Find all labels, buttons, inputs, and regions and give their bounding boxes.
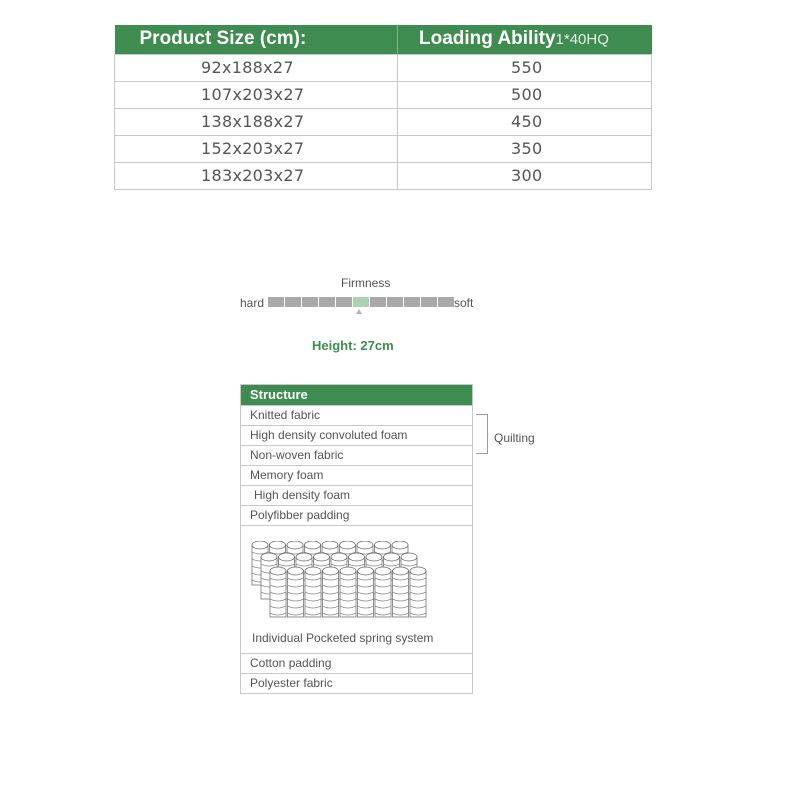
quilting-label: Quilting: [494, 431, 535, 445]
size-cell: 92x188x27: [115, 54, 398, 81]
header-loading-ability: [398, 25, 652, 54]
table-row: [115, 162, 652, 189]
firmness-segment: [387, 297, 403, 307]
spring-coil-icon: [270, 567, 286, 617]
spring-coil-icon: [375, 567, 391, 617]
table-row: [115, 108, 652, 135]
table-row: [115, 135, 652, 162]
quilting-bracket: [476, 414, 488, 454]
spring-coil-icon: [288, 567, 304, 617]
structure-layer: Cotton padding: [241, 653, 472, 673]
spring-caption: Individual Pocketed spring system: [252, 631, 434, 645]
firmness-scale: [268, 297, 454, 307]
structure-layer: Non-woven fabric: [241, 445, 472, 465]
size-cell: 138x188x27: [115, 108, 398, 135]
spring-coil-icon: [410, 567, 426, 617]
structure-layer: Polyester fabric: [241, 673, 472, 693]
structure-table: [240, 384, 473, 694]
size-cell: 107x203x27: [115, 81, 398, 108]
structure-layer: Memory foam: [241, 465, 472, 485]
size-cell: 152x203x27: [115, 135, 398, 162]
structure-layer: Knitted fabric: [241, 405, 472, 425]
firmness-hard-label: hard: [240, 296, 265, 310]
spring-coil-icon: [393, 567, 409, 617]
firmness-segment: [302, 297, 318, 307]
firmness-segment: [319, 297, 335, 307]
firmness-segment: [268, 297, 284, 307]
firmness-title: Firmness: [341, 276, 391, 290]
structure-title: Structure: [241, 385, 472, 405]
firmness-segment: [370, 297, 386, 307]
firmness-marker-icon: [356, 309, 362, 314]
spring-coil-icon: [323, 567, 339, 617]
spring-system: [241, 525, 472, 653]
firmness-segment: [353, 297, 369, 307]
firmness-segment: [404, 297, 420, 307]
structure-layer: High density convoluted foam: [241, 425, 472, 445]
spring-coil-icon: [358, 567, 374, 617]
header-product-size: Product Size (cm):: [115, 25, 398, 54]
firmness-segment: [438, 297, 454, 307]
loading-cell: 300: [398, 162, 652, 189]
firmness-soft-label: soft: [454, 296, 474, 310]
height-label: Height: 27cm: [312, 338, 394, 353]
spring-coil-icon: [305, 567, 321, 617]
spring-coil-icon: [340, 567, 356, 617]
structure-layer: Polyfibber padding: [241, 505, 472, 525]
header-loading-suffix: 1*40HQ: [555, 31, 609, 49]
header-loading-label: Loading Ability: [419, 28, 556, 50]
size-cell: 183x203x27: [115, 162, 398, 189]
table-header-row: [115, 25, 652, 54]
pocket-spring-icon: [251, 541, 431, 623]
product-size-table: [114, 25, 652, 190]
loading-cell: 450: [398, 108, 652, 135]
loading-cell: 550: [398, 54, 652, 81]
firmness-segment: [421, 297, 437, 307]
firmness-segment: [336, 297, 352, 307]
table-row: [115, 54, 652, 81]
firmness-segment: [285, 297, 301, 307]
loading-cell: 350: [398, 135, 652, 162]
structure-layer: High density foam: [241, 485, 472, 505]
loading-cell: 500: [398, 81, 652, 108]
table-row: [115, 81, 652, 108]
